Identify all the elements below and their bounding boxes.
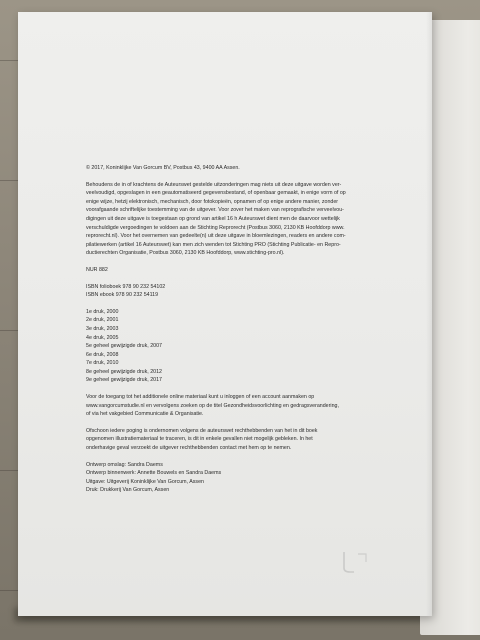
edition-item: 5e geheel gewijzigde druk, 2007: [86, 343, 162, 350]
edition-item: 4e druk, 2005: [86, 334, 119, 341]
rights-line: digingen uit deze uitgave is toegestaan op grond van artikel 16 h Auteurswet dient men de daarvoor wettelijk: [86, 215, 340, 222]
page-edge-shading: [426, 12, 432, 616]
credit-line: Ontwerp omslag: Sandra Daems: [86, 461, 163, 468]
copyright-line: © 2017, Koninklijke Van Gorcum BV, Postbus 43, 9400 AA Assen.: [86, 165, 240, 171]
disclaimer-line: onderhavige geval verzoekt de uitgever rechthebbenden contact met hem op te nemen.: [86, 445, 292, 452]
colophon-text: [86, 164, 386, 503]
rights-line: Behoudens de in of krachtens de Auteurswet gestelde uitzonderingen mag niets uit deze uitgave worden ver-: [86, 181, 342, 188]
credits-block: [86, 461, 386, 495]
edition-item: 9e geheel gewijzigde druk, 2017: [86, 377, 162, 384]
disclaimer-paragraph: [86, 427, 386, 453]
editions-list: [86, 308, 386, 385]
edition-item: 7e druk, 2010: [86, 360, 119, 367]
rights-line: verschuldigde vergoedingen te voldoen aan de Stichting Reprorecht (Postbus 3060, 2130 KB Hoofddorp www.: [86, 224, 345, 231]
book-page: [18, 12, 432, 616]
rights-line: enige wijze, hetzij elektronisch, mechanisch, door fotokopieën, opnamen of op enige andere manier, zonder: [86, 198, 339, 205]
disclaimer-line: opgenomen illustratiemateriaal te traceren, is dit in enkele gevallen niet mogelijk gebleken. In het: [86, 436, 313, 443]
isbn-line: ISBN ebook 978 90 232 54119: [86, 292, 159, 299]
online-material-paragraph: [86, 393, 386, 419]
show-through-logo-icon: [340, 548, 384, 574]
edition-item: 6e druk, 2008: [86, 351, 119, 358]
rights-line: veelvoudigd, opgeslagen in een geautomatiseerd gegevensbestand, of openbaar gemaakt, in enige vorm of op: [86, 190, 346, 197]
rights-line: voorafgaande schriftelijke toestemming van de uitgever. Voor zover het maken van reprografische verveelvou-: [86, 207, 344, 214]
rights-line: pilatiewerken (artikel 16 Auteurswet) kan men zich wenden tot Stichting PRO (Stichting Publicatie- en Repro-: [86, 241, 341, 248]
credit-line: Druk: Drukkerij Van Gorcum, Assen: [86, 487, 170, 494]
rights-line: reprorecht.nl). Voor het overnemen van gedeelte(n) uit deze uitgave in bloemlezingen, readers en andere com-: [86, 233, 346, 240]
credit-line: Ontwerp binnenwerk: Annette Bouwels en Sandra Daems: [86, 470, 222, 477]
edition-item: 8e geheel gewijzigde druk, 2012: [86, 368, 162, 375]
edition-item: 3e druk, 2003: [86, 325, 119, 332]
edition-item: 2e druk, 2001: [86, 317, 119, 324]
isbn-block: [86, 283, 386, 300]
rights-paragraph: [86, 181, 386, 258]
isbn-line: ISBN folioboek 978 90 232 54102: [86, 283, 166, 290]
credit-line: Uitgave: Uitgeverij Koninklijke Van Gorcum, Assen: [86, 478, 204, 485]
disclaimer-line: Ofschoon iedere poging is ondernomen volgens de auteurswet rechthebbenden van het in dit boek: [86, 427, 318, 434]
nur-code: NUR 882: [86, 266, 108, 273]
online-line: Voor de toegang tot het additionele online materiaal kunt u inloggen of een account aanmaken op: [86, 394, 315, 401]
online-line: www.vangorcumstudie.nl en vervolgens zoeken op de titel Gezondheidsvoorlichting en gedragsverandering,: [86, 402, 339, 409]
rights-line: ductierechten Organisatie, Postbus 3060, 2130 KB Hoofddorp, www.stichting-pro.nl).: [86, 250, 285, 257]
online-line: of via het vakgebied Communicatie & Organisatie.: [86, 411, 204, 418]
edition-item: 1e druk, 2000: [86, 308, 119, 315]
